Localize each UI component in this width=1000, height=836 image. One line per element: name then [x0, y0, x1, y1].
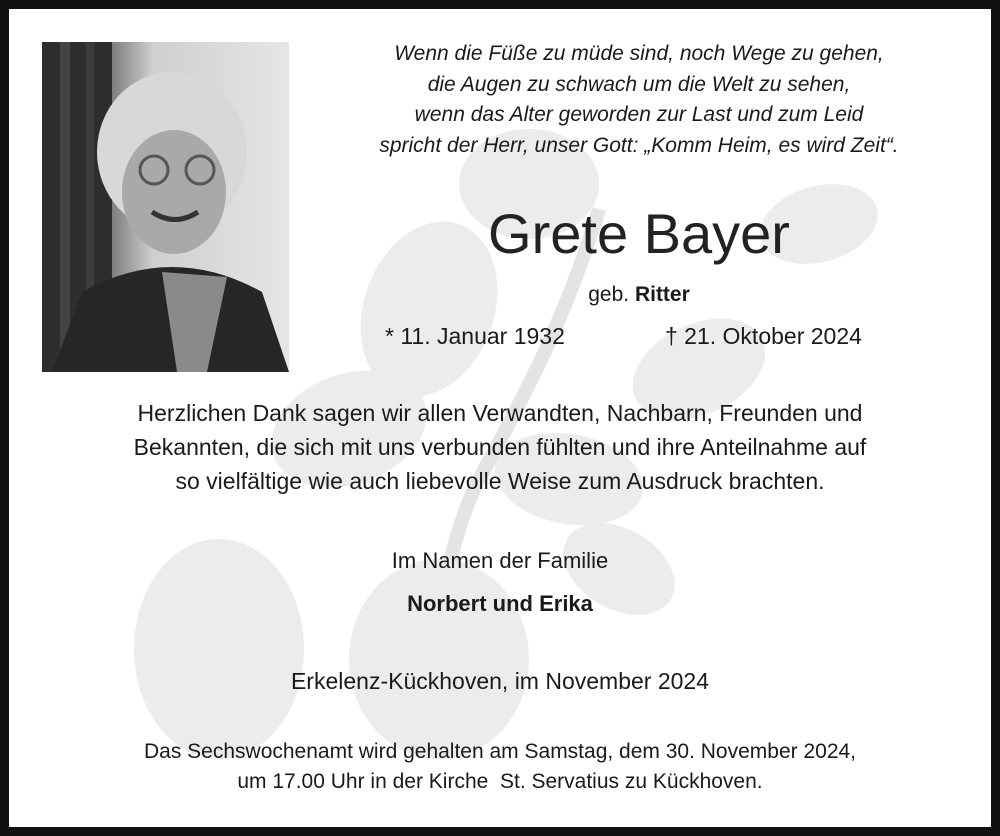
family-intro: Im Namen der Familie — [391, 548, 609, 573]
poem-line: die Augen zu schwach um die Welt zu sehen, — [427, 72, 851, 96]
born-prefix: geb. — [588, 283, 630, 306]
place-date: Erkelenz-Kückhoven, im November 2024 — [290, 668, 710, 694]
poem-line: spricht der Herr, unser Gott: „Komm Heim, es wird Zeit“. — [379, 133, 899, 157]
poem — [309, 39, 969, 161]
thanks-line: Herzlichen Dank sagen wir allen Verwandten, Nachbarn, Freunden und — [137, 400, 863, 426]
mass-line: um 17.00 Uhr in der Kirche St. Servatius zu Kückhoven. — [237, 770, 763, 793]
family-names: Norbert und Erika — [407, 591, 593, 616]
deceased-name: Grete Bayer — [488, 202, 790, 265]
thanks-text — [29, 396, 971, 498]
poem-line: Wenn die Füße zu müde sind, noch Wege zu gehen, — [394, 42, 884, 65]
death-date: † 21. Oktober 2024 — [665, 323, 862, 349]
maiden-name-line — [309, 281, 969, 309]
memorial-mass-notice — [29, 737, 971, 797]
portrait-photo — [42, 42, 289, 372]
mass-line: Das Sechswochenamt wird gehalten am Samstag, dem 30. November 2024, — [143, 740, 857, 763]
thanks-line: so vielfältige wie auch liebevolle Weise zum Ausdruck brachten. — [175, 468, 825, 494]
birth-date: * 11. Januar 1932 — [385, 323, 565, 349]
thanks-line: Bekannten, die sich mit uns verbunden fühlten und ihre Anteilnahme auf — [133, 434, 867, 460]
maiden-name: Ritter — [634, 283, 690, 306]
poem-line: wenn das Alter geworden zur Last und zum Leid — [414, 103, 864, 126]
